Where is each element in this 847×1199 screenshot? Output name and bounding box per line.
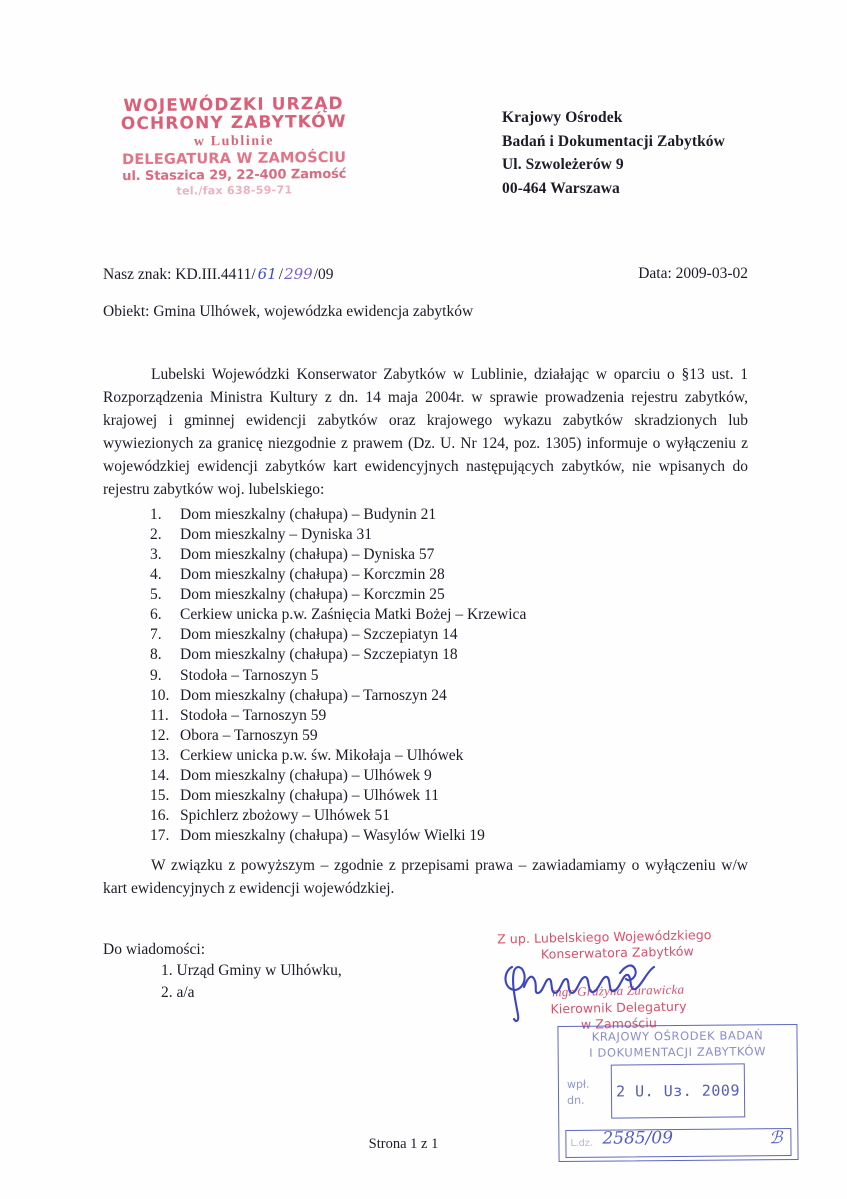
- signature-stamp: [497, 926, 739, 1034]
- signature-line-1: Z up. Lubelskiego Wojewódzkiego: [496, 927, 712, 947]
- reference-handwritten-number-1: 61: [257, 265, 277, 283]
- list-item-label: Spichlerz zbożowy – Ulhówek 51: [180, 806, 391, 824]
- list-item: [150, 605, 526, 625]
- recipient-line-4: 00-464 Warszawa: [502, 179, 620, 197]
- list-item: [150, 565, 526, 585]
- signature-line-2: Konserwatora Zabytków: [540, 943, 695, 962]
- cc-item-2: 2. a/a: [161, 983, 195, 1001]
- list-item-number: 14.: [150, 766, 170, 784]
- list-item-label: Dom mieszkalny (chałupa) – Wasylów Wielki 19: [180, 827, 485, 844]
- list-item-label: Cerkiew unicka p.w. Zaśnięcia Matki Bożej – Krzewica: [180, 606, 527, 624]
- list-item-label: Stodoła – Tarnoszyn 59: [180, 706, 327, 724]
- reception-label-wpl: wpł.: [566, 1077, 590, 1091]
- list-item: [150, 625, 526, 645]
- list-item-number: 13.: [150, 746, 170, 764]
- list-item-number: 6.: [150, 606, 162, 624]
- cc-block: [103, 939, 342, 1003]
- list-item-number: 16.: [150, 806, 170, 824]
- reception-stamp-title-1: KRAJOWY OŚRODEK BADAŃ: [591, 1028, 764, 1044]
- list-item-label: Dom mieszkalny (chałupa) – Korczmin 25: [180, 586, 445, 604]
- list-item-number: 11.: [150, 706, 169, 724]
- list-item: [150, 826, 526, 846]
- office-stamp-line-2: OCHRONY ZABYTKÓW: [120, 112, 347, 135]
- list-item: [150, 766, 526, 786]
- list-item: [150, 806, 526, 826]
- list-item: [150, 746, 526, 766]
- list-item-number: 12.: [150, 726, 170, 744]
- list-item: [150, 645, 526, 665]
- reception-date: 2 U. Uɜ. 2009: [615, 1081, 741, 1101]
- reception-lnr-label: L.dz.: [570, 1137, 593, 1149]
- list-item-label: Dom mieszkalny (chałupa) – Dyniska 57: [180, 546, 435, 564]
- list-item-number: 1.: [150, 506, 162, 523]
- recipient-line-3: Ul. Szwoleżerów 9: [502, 156, 624, 174]
- signature-name: mgr Grażyna Żurawicka: [552, 981, 685, 1000]
- recipient-address: [502, 106, 725, 200]
- list-item-label: Dom mieszkalny (chałupa) – Szczepiatyn 18: [180, 646, 458, 664]
- list-item: [150, 545, 526, 565]
- signature-line-3: Kierownik Delegatury: [550, 998, 687, 1017]
- office-stamp-line-1: WOJEWÓDZKI URZĄD: [123, 93, 344, 117]
- list-item: [150, 686, 526, 706]
- list-item-number: 3.: [150, 546, 162, 564]
- list-item-label: Dom mieszkalny (chałupa) – Tarnoszyn 24: [180, 686, 447, 704]
- list-item-label: Obora – Tarnoszyn 59: [180, 726, 318, 744]
- office-stamp-line-6: tel./fax 638-59-71: [176, 183, 293, 198]
- reference-line: [103, 265, 748, 284]
- reception-stamp-title-2: I DOKUMENTACJI ZABYTKÓW: [589, 1043, 767, 1060]
- list-item-number: 7.: [150, 626, 162, 644]
- reference-handwritten-number-2: 299: [284, 265, 313, 283]
- list-item-number: 8.: [150, 646, 162, 664]
- reception-initials: ℬ: [768, 1128, 783, 1149]
- cc-item-1: 1. Urząd Gminy w Ulhówku,: [161, 962, 342, 980]
- office-stamp-line-3: w Lublinie: [193, 133, 275, 150]
- list-item-label: Dom mieszkalny (chałupa) – Budynin 21: [180, 506, 437, 523]
- recipient-line-2: Badań i Dokumentacji Zabytków: [502, 132, 725, 150]
- reception-date-box: [611, 1063, 745, 1118]
- list-item-number: 4.: [150, 566, 162, 584]
- list-item: [150, 585, 526, 605]
- office-stamp-line-5: ul. Staszica 29, 22-400 Zamość: [122, 166, 347, 184]
- document-date: Data: 2009-03-02: [638, 265, 748, 282]
- reception-lnr-value: 2585/09: [602, 1128, 674, 1149]
- reference-label: Nasz znak: KD.III.4411/: [103, 266, 256, 283]
- monument-list: [150, 505, 526, 846]
- cc-title: Do wiadomości:: [103, 941, 206, 958]
- list-item-label: Stodoła – Tarnoszyn 5: [180, 666, 319, 684]
- reception-label-dn: dn.: [567, 1093, 585, 1107]
- reference-separator: /: [278, 266, 284, 283]
- list-item: [150, 726, 526, 746]
- list-item-number: 10.: [150, 686, 170, 704]
- signature-block: [498, 929, 738, 1032]
- reference-left: [103, 265, 334, 284]
- page-number: Strona 1 z 1: [368, 1136, 439, 1152]
- list-item-number: 2.: [150, 526, 162, 544]
- list-item-number: 15.: [150, 786, 170, 804]
- list-item-label: Cerkiew unicka p.w. św. Mikołaja – Ulhówek: [180, 746, 464, 764]
- list-item-number: 5.: [150, 586, 162, 604]
- office-stamp: [103, 95, 364, 198]
- reception-stamp-labels: [567, 1077, 590, 1109]
- closing-paragraph: W związku z powyższym – zgodnie z przepisami prawa – zawiadamiamy o wyłączeniu w/w kart ewidencyjnych z ewidencji wojewódzkiej.: [103, 857, 748, 897]
- main-paragraph: Lubelski Wojewódzki Konserwator Zabytków w Lublinie, działając w oparciu o §13 ust. 1 Rozporządzenia Ministra Kultury z dn. 14 maja 2004r. w sprawie prowadzenia rejestru zabytków, krajowej i gminnej ewidencji zabytków oraz krajowego wykazu zabytków skradzionych lub wywiezionych za granicę niezgodnie z prawem (Dz. U. Nr 124, poz. 1305) informuje o wyłączeniu z wojewódzkiej ewidencji zabytków kart ewidencyjnych następujących zabytków, nie wpisanych do rejestru zabytków woj. lubelskiego:: [103, 366, 748, 498]
- subject-line: Obiekt: Gmina Ulhówek, wojewódzka ewidencja zabytków: [103, 303, 474, 320]
- office-stamp-line-4: DELEGATURA W ZAMOŚCIU: [121, 149, 347, 168]
- recipient-line-1: Krajowy Ośrodek: [502, 109, 623, 126]
- list-item-label: Dom mieszkalny (chałupa) – Ulhówek 11: [180, 786, 439, 804]
- list-item-number: 9.: [150, 666, 162, 684]
- list-item-label: Dom mieszkalny (chałupa) – Korczmin 28: [180, 566, 445, 584]
- reference-suffix: /09: [313, 266, 334, 283]
- list-item-label: Dom mieszkalny (chałupa) – Ulhówek 9: [180, 766, 432, 784]
- signature-line-4: w Zamościu: [580, 1014, 658, 1032]
- list-item: [150, 525, 526, 545]
- page-footer: [0, 1136, 847, 1153]
- list-item: [150, 706, 526, 726]
- list-item-number: 17.: [150, 827, 170, 844]
- reception-stamp-middle: [559, 1063, 797, 1121]
- list-item: [150, 505, 526, 525]
- list-item-label: Dom mieszkalny (chałupa) – Szczepiatyn 14: [180, 626, 458, 644]
- list-item-label: Dom mieszkalny – Dyniska 31: [180, 526, 373, 544]
- list-item: [150, 666, 526, 686]
- list-item: [150, 786, 526, 806]
